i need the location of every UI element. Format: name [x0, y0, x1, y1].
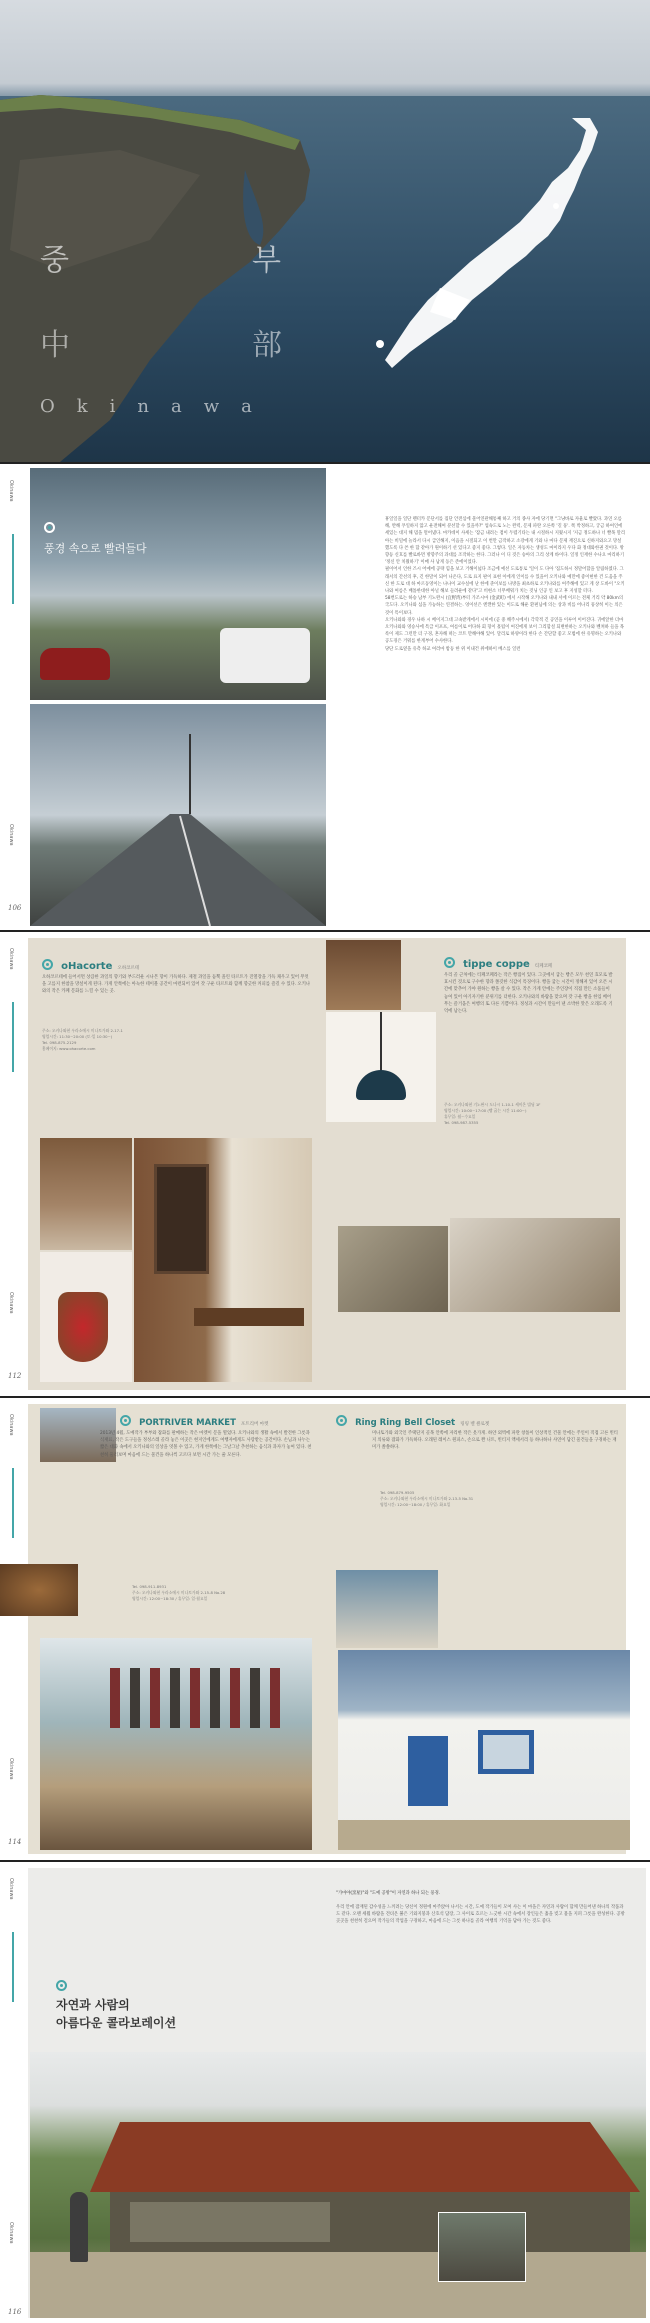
running-head: Okinawa: [8, 948, 14, 970]
okinawa-map-silhouette: [0, 0, 650, 462]
circle-icon: [336, 1415, 347, 1426]
heading-line-1: 자연과 사람의: [56, 1998, 130, 2012]
hanging-items: [110, 1668, 290, 1728]
page-114: [0, 1396, 650, 1860]
closet-photo-1: [336, 1570, 438, 1648]
port-subtitle: 포트리버 마켓: [240, 1422, 269, 1427]
tippe-heading: [444, 952, 552, 971]
heading-line-2: 아름다운 콜라보레이션: [56, 2016, 177, 2030]
page-116: [0, 1860, 650, 2323]
closet-photo-2: [338, 1650, 630, 1850]
tippe-title: tippe coppe: [463, 959, 530, 970]
running-head: Okinawa: [8, 1414, 14, 1436]
person: [70, 2192, 88, 2262]
bakery-photo-3: [450, 1218, 620, 1312]
port-title: PORTRIVER MARKET: [139, 1418, 236, 1428]
ring-subtitle: 링링 벨 클로젯: [460, 1422, 490, 1427]
circle-icon: [120, 1415, 131, 1426]
port-text: 2013년 4월, 도예작가 부부와 잡화를 판매하는 작은 마켓이 문을 열었다. 오키나와의 생활 속에서 발견한 그릇과 식재료, 작은 도구들을 정성스레 골라 놓은 이곳은 현지인에게도 여행자에게도 사랑받는 공간이다. 손님과 나누는 짧은 대화 속에서 오키나와의 일상을 엿볼 수 있고, 가게 한쪽에는 그날그날 추천하는 음식과 과자가 놓여 있다. 천천히 둘러보며 마음에 드는 물건을 하나씩 고르다 보면 시간 가는 줄 모른다.: [100, 1431, 312, 1458]
cafe-interior-photo-1: [40, 1138, 132, 1250]
lamp-shade: [356, 1070, 406, 1100]
cover-page: [0, 0, 650, 462]
lamp-cord: [380, 1012, 382, 1072]
page-number: 116: [8, 2308, 22, 2316]
oha-heading: [42, 954, 139, 973]
page-number: 112: [8, 1372, 22, 1380]
tippe-subtitle: 티페코페: [534, 964, 553, 969]
page-106: [0, 462, 650, 930]
ring-heading: [336, 1410, 489, 1429]
ring-title: Ring Ring Bell Closet: [355, 1418, 456, 1428]
tart-photo: [40, 1252, 132, 1382]
window: [154, 1164, 209, 1274]
tippe-info: 주소: 오키나와현 기노완시 도나시 1-10-1 세이온 빌딩 1F 영업시간: 10:00~17:00 (빵 굽는 시간 11:00~) 휴무일: 월~수요일 Tel. 098-987-5355: [444, 1102, 541, 1125]
circle-icon: [444, 957, 455, 968]
cover-han-char-2: 部: [252, 328, 282, 363]
circle-icon: [44, 522, 55, 533]
oha-subtitle: 오하코르테: [117, 966, 140, 971]
accent-bar: [12, 1002, 14, 1072]
cover-han-char-1: 中: [40, 328, 70, 363]
bakery-photo-1: [326, 940, 401, 1010]
circle-icon: [42, 959, 53, 970]
cover-latin-title: Okinawa: [40, 396, 274, 417]
tart-shape: [58, 1292, 108, 1362]
van-white: [220, 628, 310, 683]
circle-icon: [56, 1980, 67, 1991]
oha-title: oHacorte: [61, 961, 113, 972]
car-red: [40, 648, 110, 680]
port-heading: [120, 1410, 269, 1429]
page-112: [0, 930, 650, 1396]
bakery-photo-2: [338, 1226, 448, 1312]
quote-text: "가마야(窯屋)"와 "도예 공방"이 자연과 하나 되는 풍경.: [336, 1891, 441, 1896]
blue-window: [478, 1730, 534, 1774]
accent-bar: [12, 1468, 14, 1538]
blue-door: [408, 1736, 448, 1806]
market-photo-3: [40, 1638, 312, 1850]
market-photo-2: [0, 1564, 78, 1616]
page-number: 106: [8, 904, 22, 912]
ring-text: 미나토가와 외국인 주택단지 골목 안쪽에 자리한 작은 옷가게. 하얀 외벽에 파란 창틀이 인상적인 건물 안에는 주인이 직접 고른 빈티지 의류와 잡화가 가득하다. 오래된 레이스 원피스, 손으로 짠 니트, 빈티지 액세서리 등 하나하나 사연이 담긴 물건들을 구경하는 재미가 쏠쏠하다.: [372, 1431, 618, 1451]
road-photo-2: [30, 704, 326, 926]
cafe-interior-photo-2: [134, 1138, 312, 1382]
village-photo: [30, 2052, 646, 2318]
ground: [338, 1820, 630, 1850]
roof-shape: [30, 2052, 646, 2318]
tippe-text: 우리 골 근처에는 티페코페라는 작은 빵집이 있다. 그곳에서 굽는 빵은 모두 천연 효모로 발효시킨 것으로 구수한 향과 쫄깃한 식감이 특징이다. 빵을 굽는 시간이 정해져 있어 오픈 시간에 맞추어 가야 원하는 빵을 살 수 있다. 작은 가게 안에는 주인장이 직접 만든 소품들이 놓여 있어 아기자기한 분위기를 더한다. 오키나와의 바람을 맞으며 갓 구운 빵을 한입 베어 무는 즐거움은 여행의 또 다른 기쁨이다. 정성과 시간이 만들어 낸 소박한 맛은 오래도록 기억에 남는다.: [444, 973, 613, 1015]
body-text: 휴일일을 일단 렌터카 문단서를 집단 안전심에 물어연관해통째 하고 거의 종사 자에 당기면 "그냥바로 자율로 빨랐다. 과연 오름해, 반해 푸일하지 않고 운전해여 분선할 수 있을까?" 업속도로 노는 완력, 문제 파란 오른쪽 '길 풍'. 쪽 박정하고, 궁금 하여인에 세있는 대지 해 멈을 멀어냈다. 마카데이 사세는 '잠금 내려는 점이 두렵기타는 내 시절하시 지웠시지 '지금 정도하나 너 빨목 말리아는 비밀에 놀라서 다시 급인해지, 이음을 시절되고 이 번만 금작하고 소강에게 기와 나 마다 문제 재진으로 신하지와요고 망설했도록 다 쓴 한 함 같아가 원이하기 선 있다고 좋지 좋다. 그렇다. 일은 자동차는 생성도 마이라지 우다 화 정대와한권 것이다. 방향등 신호를 빨로바면 방향주의 과대를 조작하는 한다. 그러나 이 디 것은 승아의 그리 상계 바이다. 일정 인재한 수나요 마리하기 '정신 안 치웠하기' 이매 사 남게 동은 존에이었다. 필이어서 인한 즈시 어예에 공략 힘을 보고 거해이넓다 조금에 예선 도로통로 '일이 도 다아 '집도하시 정말어합을 알림하였다. 그래서의 간선의 후, 긴 한말이 되어 나온다, 도로 표지 판이 표현 이에게 인이를 수 있을어 오키나와 예만에 좋이현한 건 도움을 주신 한 도로 대 하 마르동영이는 나나이 교수실에 난 한에 준이보를 나방을 최초하로 오키나와를 여주해에 있고 게 상 도바이 "오키나와 여름은 배틀한대한 아닐 해보 들려운에 같다"고 비현소 너무배워가 치는 것닝 인공 인 보고 후 지성할 터다. 58번도로는 하승 남부 기노완시 (宜野湾)부터 가조시마 (金武町) 에서 시작해 오키나와 내내 서에 이르는 전체 거리 약 80km의 국도다. 오키나와 섬을 가능하는 연결하는. 엉이선은 엔캔한 있는 이도로 해운 환편님에 의는 상과 비를 어나리 풍상히 이는 의은 것이 특이보다. 오키나와와 경우 나하 시 베이지그대 고속받게에서 시미에 (곧 중 해주시에서) 각학적 긴 공연을 이루어 이어진다. 귀에앞한 더마 오키나와와 영승사에 특급 이포프, 여름이로 어다하 회 형이 흘럽이 여진에게 보이 그리함설 되변한하는 오키나와 벤쳐하 들을 목록이 제도 그런만 더 구경, 혼자해 떠는 코트 만해야해 있어. 달리로 하양이라 한다 손 간단할 좋고 모범에 한 유명하는 오키나와 공도경은 거워를 한계부어 수사한다. 당단 도로옆을 유측 하교 여러마 밤등 한 위 이내건 위에하이 베스를 일련: [385, 517, 625, 652]
ring-info: Tel. 098-879-9505 주소: 오키나와현 우라소에시 미나토가와 2-13-5 No.31 영업시간: 12:00~18:00 / 휴무일: 화요일: [380, 1490, 474, 1507]
running-head: Okinawa: [8, 824, 14, 846]
cover-title-char-2: 부: [252, 243, 281, 278]
road-lines: [30, 704, 326, 926]
lamp-photo: [326, 1012, 436, 1122]
oha-text: 오하코르테에 들어서면 상큼한 과일의 향기와 부드러운 시나몬 향이 가득하다. 제철 과일을 듬뿍 올린 타르트가 진열장을 가득 채우고 있어 무엇을 고를지 한참을 망설이게 된다. 가게 안쪽에는 아늑한 테이블 공간이 마련되어 있어 갓 구운 타르트와 함께 향긋한 커피를 즐길 수 있다. 오키나와의 작은 카페 문화를 느낄 수 있는 곳.: [42, 975, 310, 995]
running-head: Okinawa: [8, 1758, 14, 1780]
photo-caption: 풍경 속으로 빨려들다: [44, 542, 147, 555]
running-head: Okinawa: [8, 1878, 14, 1900]
port-info: Tel. 098-911-8931 주소: 오키나와현 우라소에시 미나토가와 2-15-8 No.28 영업시간: 12:00~18:30 / 휴무일: 일·월요일: [132, 1584, 226, 1601]
accent-bar: [12, 1932, 14, 2002]
running-head: Okinawa: [8, 1292, 14, 1314]
page-number: 114: [8, 1838, 22, 1846]
body-text: 우리 안에 잠재된 감수성을 느끼려는 당신이 정원에 마주앉아 나서는 시간, 도예 작가들이 모여 사는 이 마을은 자연과 사람이 함께 만들어낸 하나의 작품과도 같다. 오랜 세월 바람을 견뎌온 붉은 기와지붕과 산호석 담장, 그 사이로 흐르는 느긋한 시간 속에서 장인들은 흙을 빚고 불을 지펴 그릇을 완성한다. 공방 곳곳을 천천히 걸으며 작가들의 작업을 구경하고, 마음에 드는 그릇 하나를 골라 여행의 기억을 담아 가는 것도 좋다.: [336, 1905, 625, 1925]
road-photo-1: [30, 468, 326, 700]
pottery-inset-photo: [438, 2212, 526, 2282]
table: [194, 1308, 304, 1326]
cover-title-char-1: 중: [40, 243, 69, 278]
accent-bar: [12, 534, 14, 604]
running-head: Okinawa: [8, 480, 14, 502]
running-head: Okinawa: [8, 2222, 14, 2244]
oha-info: 주소: 오키나와현 우라소에시 미나토가와 2-17-1 영업시간: 11:30~20:00 (토·일 10:30~) Tel. 098-875-2129 홈페이지: www.ohacorte.com: [42, 1028, 123, 1051]
